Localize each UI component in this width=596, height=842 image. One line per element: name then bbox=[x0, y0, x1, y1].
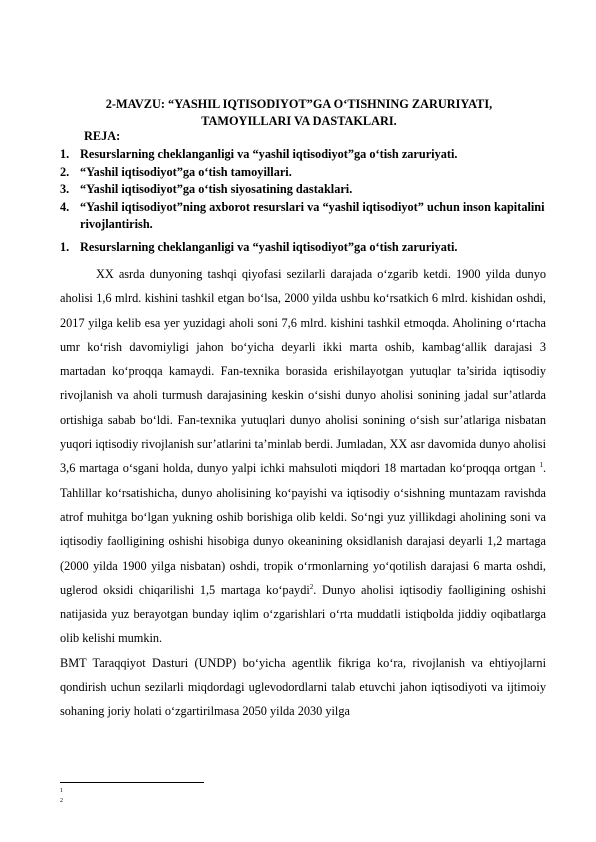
footnote-separator bbox=[60, 782, 204, 783]
topic-title-line-1: 2-MAVZU: “YASHIL IQTISODIYOT”GA O‘TISHNING ZARURIYATI, bbox=[105, 97, 493, 111]
plan-item-text: “Yashil iqtisodiyot”ning axborot resurslari va “yashil iqtisodiyot” uchun inson kapitalini rivojlantirish. bbox=[80, 199, 545, 231]
body-paragraph: BMT Taraqqiyot Dasturi (UNDP) bo‘yicha agentlik fikriga ko‘ra, rivojlanish va ehtiyojlarni qondirish uchun sezilarli miqdordagi uglevodordlarni talab etuvchi jahon iqtisodiyoti va ijtimoiy sohaning joriy holati o‘zgartirilmasa 2050 yilda 2030 yilga bbox=[60, 655, 546, 719]
body-paragraph bbox=[60, 262, 546, 651]
section-heading bbox=[60, 240, 546, 255]
plan-item-number: 3. bbox=[60, 182, 70, 196]
section-body bbox=[60, 262, 546, 724]
footnote-ref[interactable]: 2 bbox=[309, 582, 314, 591]
plan-item bbox=[60, 199, 546, 234]
topic-title bbox=[56, 96, 542, 130]
plan-heading: REJA: bbox=[84, 129, 121, 143]
plan-item-number: 2. bbox=[60, 164, 70, 179]
paragraph-text: XX asrda dunyoning tashqi qiyofasi sezilarli darajada o‘zgarib ketdi. 1900 yilda dunyo aholisi 1,6 mlrd. kishini tashkil etgan bo‘lsa, 2000 yilda ushbu ko‘rsatkich 6 mlrd. kishidan oshdi, 2017 yilga kelib esa yer yuzidagi aholi soni 7,6 mlrd. kishini tashkil etmoqda. Aholining o‘rtacha umr ko‘rish davomiyligi jahon bo‘yicha deyarli ikki marta oshib, kambag‘allik darajasi 3 martadan ko‘proqqa kamaydi. Fan-texnika borasida erishilayotgan yutuqlar ta’sirida iqtisodiy rivojlanish va aholi turmush darajasining keskin o‘sishi dunyo aholisi sonining jadal sur’atlarda ortishiga sabab bo‘ldi. Fan-texnika yutuqlari dunyo aholisi sonining o‘sish sur’atlariga nisbatan yuqori iqtisodiy rivojlanish sur’atlarini ta’minlab berdi. Jumladan, XX asr davomida dunyo aholisi 3,6 martaga o‘sgani holda, dunyo yalpi ichki mahsuloti miqdori 18 martadan ko‘proqqa ortgan bbox=[60, 267, 546, 476]
footnote-marker: 2 bbox=[60, 798, 63, 804]
plan-list bbox=[60, 146, 546, 234]
plan-item bbox=[60, 146, 546, 164]
plan-item-number: 1. bbox=[60, 147, 70, 161]
plan-item bbox=[60, 164, 546, 182]
plan-item bbox=[60, 181, 546, 199]
plan-item-text: “Yashil iqtisodiyot”ga o‘tish siyosatining dastaklari. bbox=[80, 182, 353, 196]
topic-title-line-2: TAMOYILLARI VA DASTAKLARI. bbox=[201, 114, 397, 128]
plan-item-number: 4. bbox=[60, 199, 70, 214]
footnote-marker: 1 bbox=[60, 788, 63, 794]
paragraph-text: . Dunyo aholisi iqtisodiy faolligining oshishi natijasida yuz berayotgan bunday iqlim o‘zgarishlari o‘rta muddatli istiqbolda jiddiy oqibatlarga olib kelishi mumkin. bbox=[60, 582, 546, 646]
plan-item-text: Resurslarning cheklanganligi va “yashil iqtisodiyot”ga o‘tish zaruriyati. bbox=[80, 147, 458, 161]
section-heading-text: Resurslarning cheklanganligi va “yashil iqtisodiyot”ga o‘tish zaruriyati. bbox=[80, 240, 458, 254]
section-number: 1. bbox=[60, 240, 70, 254]
footnote-ref[interactable]: 1 bbox=[539, 461, 543, 470]
paragraph-text: . Tahlillar ko‘rsatishicha, dunyo aholisining ko‘payishi va iqtisodiy o‘sishning muntazam ravishda atrof muhitga bo‘lgan yukning oshib borishiga olib keldi. So‘ngi yuz yillikdagi aholining soni va iqtisodiy faolligining oshishi hisobiga dunyo okeanining oksidlanish darajasi deyarli 1,2 martaga (2000 yilda 1900 yilga nisbatan) oshdi, tropik o‘rmonlarning yo‘qotilish darajasi 6 marta oshdi, uglerod oksidi chiqarilishi 1,5 martaga ko‘paydi bbox=[60, 461, 547, 597]
plan-item-text: “Yashil iqtisodiyot”ga o‘tish tamoyillari. bbox=[80, 164, 292, 179]
